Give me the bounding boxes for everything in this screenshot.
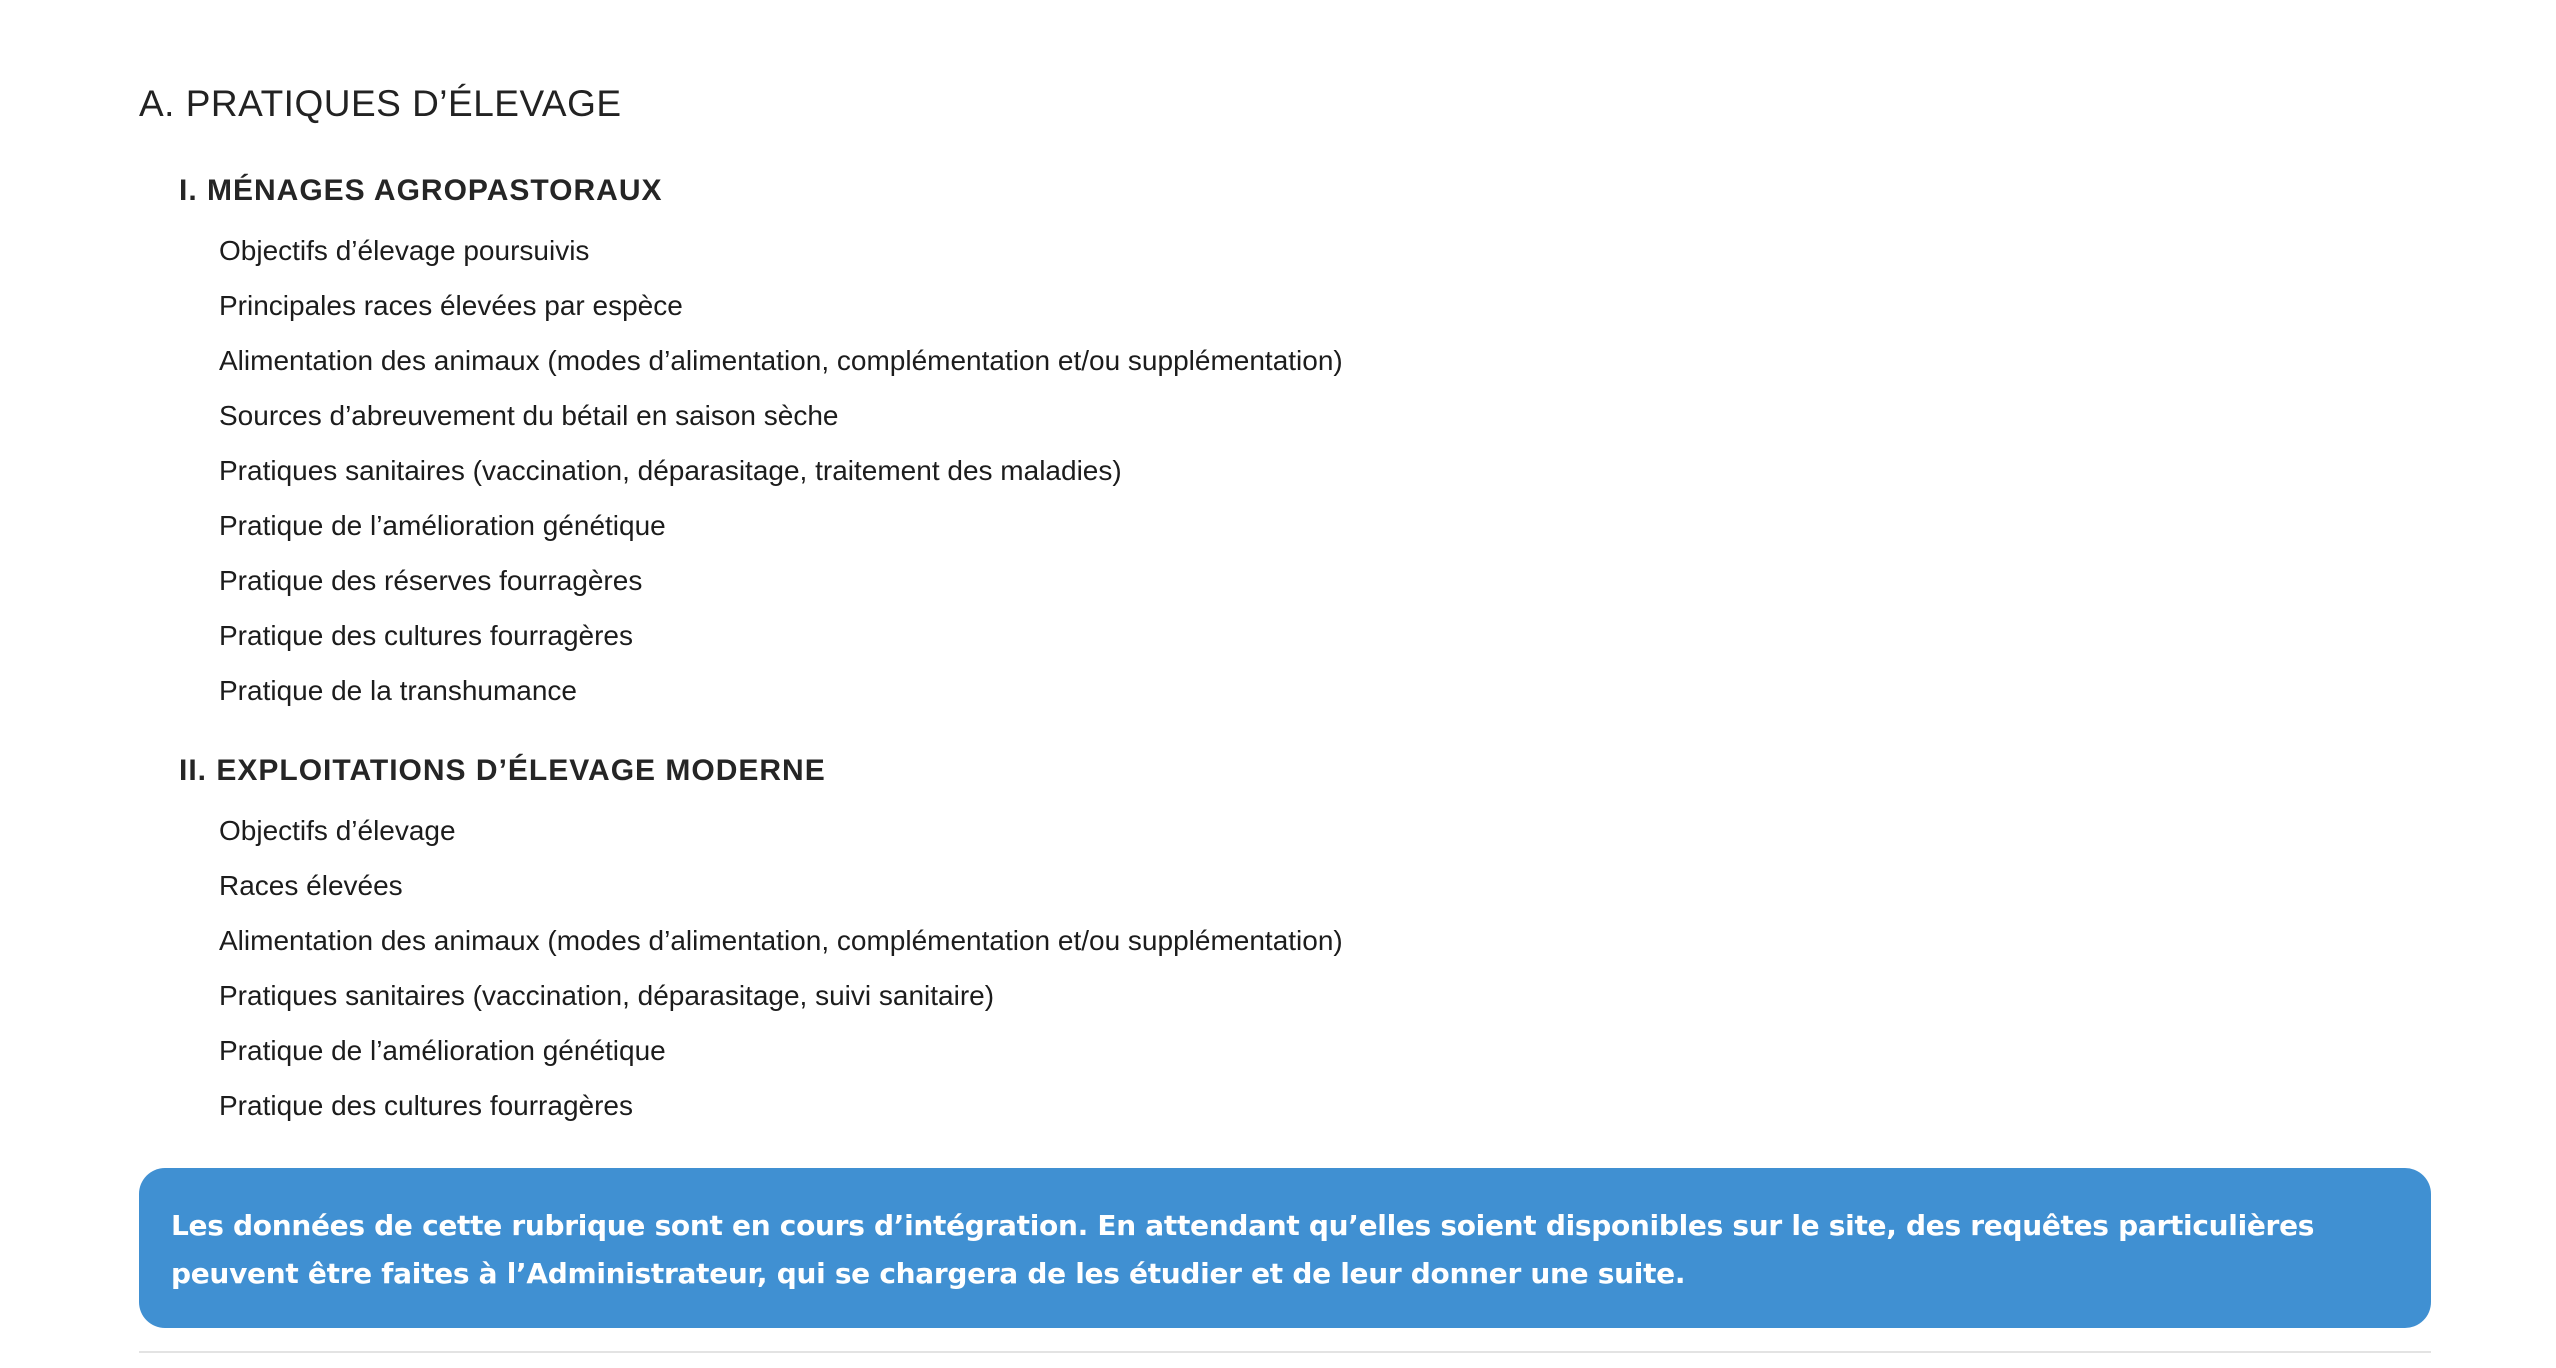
list-item: Pratiques sanitaires (vaccination, déparasitage, suivi sanitaire) (219, 980, 995, 1011)
list-item: Pratique de la transhumance (219, 675, 577, 706)
notice-text: Les données de cette rubrique sont en cours d’intégration. En attendant qu’elles soient disponibles sur le site, des requêtes particulières peuvent être faites à l’Administrateur, qui se chargera de les étudier et de leur donner une suite. (171, 1209, 2315, 1290)
subsection-title-exploitations: II. EXPLOITATIONS D’ÉLEVAGE MODERNE (179, 754, 826, 787)
list-item: Pratique des cultures fourragères (219, 620, 633, 651)
divider (139, 1351, 2431, 1353)
list-item: Objectifs d’élevage (219, 815, 456, 846)
exploitations-item-list (219, 806, 1343, 1136)
list-item: Pratique de l’amélioration génétique (219, 1035, 666, 1066)
subsection-title-menages: I. MÉNAGES AGROPASTORAUX (179, 174, 663, 207)
list-item: Objectifs d’élevage poursuivis (219, 235, 590, 266)
list-item: Races élevées (219, 870, 403, 901)
list-item: Alimentation des animaux (modes d’alimentation, complémentation et/ou supplémentation) (219, 345, 1343, 376)
list-item: Sources d’abreuvement du bétail en saison sèche (219, 400, 839, 431)
section-title: A. PRATIQUES D’ÉLEVAGE (139, 83, 622, 124)
list-item: Pratique de l’amélioration génétique (219, 510, 666, 541)
list-item: Pratique des réserves fourragères (219, 565, 643, 596)
list-item: Principales races élevées par espèce (219, 290, 683, 321)
info-notice-box (139, 1168, 2431, 1328)
list-item: Pratiques sanitaires (vaccination, déparasitage, traitement des maladies) (219, 455, 1122, 486)
list-item: Pratique des cultures fourragères (219, 1090, 633, 1121)
menages-item-list (219, 226, 1343, 721)
list-item: Alimentation des animaux (modes d’alimentation, complémentation et/ou supplémentation) (219, 925, 1343, 956)
